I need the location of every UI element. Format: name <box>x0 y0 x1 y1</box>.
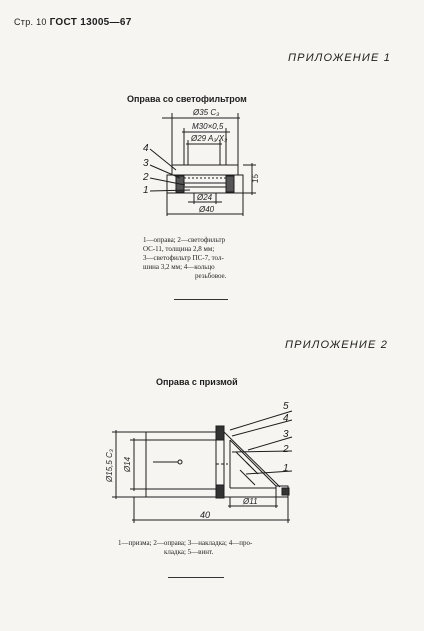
appendix-2-title: Оправа с призмой <box>156 377 238 387</box>
part-1-label: 1 <box>283 463 289 474</box>
caption-line: 1—оправа; 2—светофильтр <box>143 236 226 244</box>
caption-line: 3—светофильтр ПС-7, тол- <box>143 254 224 262</box>
dim-d155: Ø15,5 C₃ <box>105 449 114 482</box>
caption-line: ОС-11, толщина 2,8 мм; <box>143 245 215 253</box>
dim-d35: Ø35 C₃ <box>193 108 220 117</box>
part-4-label: 4 <box>283 413 289 424</box>
dim-d14: Ø14 <box>123 456 132 472</box>
part-2-label: 2 <box>283 444 289 455</box>
part-3-label: 3 <box>143 158 149 169</box>
dim-d40: Ø40 <box>199 205 215 214</box>
part-2-label: 2 <box>143 172 149 183</box>
part-4-label: 4 <box>143 143 149 154</box>
page-number: Стр. 10 <box>14 17 47 27</box>
standard-number: ГОСТ 13005—67 <box>49 17 132 28</box>
dim-m30: М30×0,5 <box>192 122 224 131</box>
dim-d24: Ø24 <box>197 193 213 202</box>
dim-d11: Ø11 <box>243 497 258 506</box>
dim-d29: Ø29 A₃/X₃ <box>191 134 228 143</box>
part-5-label: 5 <box>283 401 289 412</box>
appendix-2-caption <box>118 539 318 557</box>
appendix-2-label: ПРИЛОЖЕНИЕ 2 <box>285 339 389 351</box>
separator <box>168 577 224 578</box>
appendix-1-title: Оправа со светофильтром <box>127 94 247 104</box>
part-1-label: 1 <box>143 185 149 196</box>
dim-l40: 40 <box>200 510 211 520</box>
caption-line: 1—призма; 2—оправа; 3—накладка; 4—про- <box>118 539 253 547</box>
caption-line: шина 3,2 мм; 4—кольцо <box>143 263 215 271</box>
part-3-label: 3 <box>283 429 289 440</box>
caption-line: кладка; 5—винт. <box>164 548 214 556</box>
dim-h15: 15 <box>251 174 260 183</box>
appendix-1-label: ПРИЛОЖЕНИЕ 1 <box>288 52 392 64</box>
caption-line: резьбовое. <box>195 272 227 280</box>
